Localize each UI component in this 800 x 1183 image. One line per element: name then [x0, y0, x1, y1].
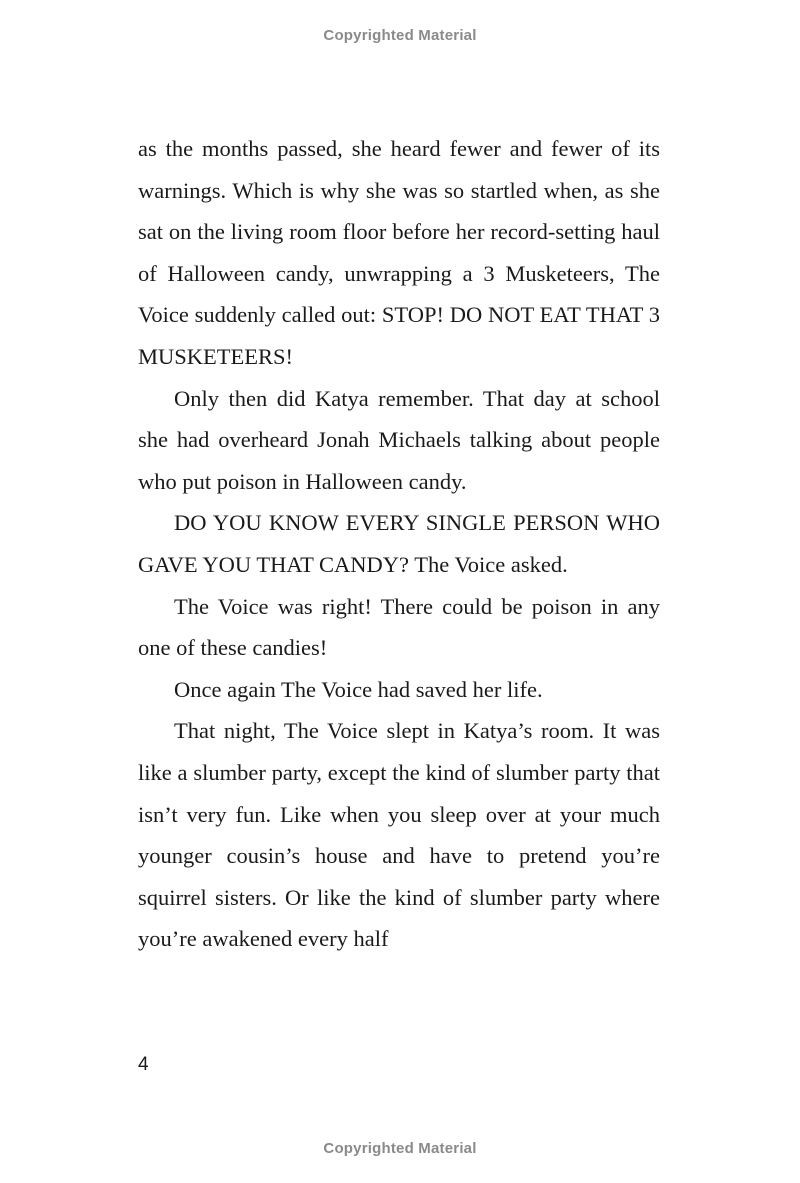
copyright-watermark-top: Copyrighted Material [323, 27, 477, 44]
page-number: 4 [138, 1054, 149, 1075]
paragraph: Only then did Katya remember. That day at school she had overheard Jonah Michaels talking about people who put poison in Halloween candy. [138, 385, 660, 494]
paragraph: Once again The Voice had saved her life. [174, 676, 543, 702]
page-body [138, 128, 660, 960]
copyright-watermark-bottom: Copyrighted Material [323, 1140, 477, 1157]
paragraph: That night, The Voice slept in Katya’s room. It was like a slumber party, except the kind of slumber party that isn’t very fun. Like when you sleep over at your much younger cousin’s house and have to pretend you’re squirrel sisters. Or like the kind of slumber party where you’re awakened every half [138, 718, 660, 952]
paragraph: The Voice was right! There could be poison in any one of these candies! [138, 593, 660, 661]
paragraph: DO YOU KNOW EVERY SINGLE PERSON WHO GAVE YOU THAT CANDY? The Voice asked. [138, 510, 660, 577]
paragraph-continued: as the months passed, she heard fewer and fewer of its warnings. Which is why she was so startled when, as she sat on the living room floor before her record-setting haul of Halloween candy, unwrapping a 3 Musketeers, The Voice suddenly called out: STOP! DO NOT EAT THAT 3 MUSKETEERS! [138, 136, 660, 369]
